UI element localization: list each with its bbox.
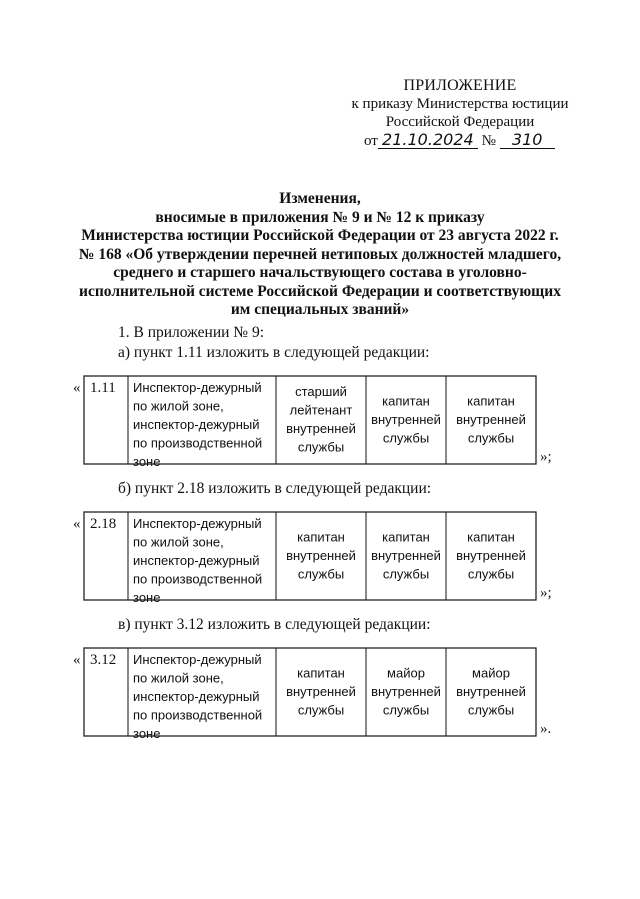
position-text-line: инспектор-дежурный: [133, 689, 260, 704]
open-quote: «: [73, 516, 81, 532]
position-text-line: Инспектор-дежурный: [133, 516, 262, 531]
rank-text-line: службы: [297, 566, 345, 582]
rank-text-line: службы: [382, 702, 430, 718]
rank-text-line: майор: [472, 665, 510, 681]
rank-text-line: капитан: [297, 665, 345, 681]
rank-text-line: службы: [297, 702, 345, 718]
position-text-line: по жилой зоне,: [133, 398, 224, 414]
rank-text-line: службы: [382, 566, 430, 582]
item-number: 1.11: [90, 380, 116, 396]
rank-text-line: капитан: [382, 529, 430, 545]
order-date-number: [364, 132, 564, 150]
title-line: исполнительной системе Российской Федерации и соответствующих: [79, 282, 561, 300]
rank-text-line: службы: [467, 702, 515, 718]
appendix-heading: ПРИЛОЖЕНИЕ: [403, 77, 517, 94]
item-1-heading: 1. В приложении № 9:: [118, 324, 265, 341]
position-text-line: зоне: [133, 726, 161, 741]
rank-text-line: внутренней: [456, 547, 526, 563]
title-line: Министерства юстиции Российской Федерации от 23 августа 2022 г.: [81, 227, 559, 244]
open-quote: «: [73, 380, 81, 396]
rank-text-line: внутренней: [371, 547, 441, 563]
position-text-line: инспектор-дежурный: [133, 417, 260, 432]
number-prefix: №: [481, 133, 496, 149]
title-line: вносимые в приложения № 9 и № 12 к приказу: [155, 208, 485, 226]
item-number: 3.12: [90, 652, 117, 668]
rank-text-line: внутренней: [456, 683, 526, 699]
rank-text-line: капитан: [382, 393, 430, 409]
subitem-b: б) пункт 2.18 изложить в следующей редакции:: [118, 480, 432, 497]
title-line: среднего и старшего начальствующего состава в уголовно-: [113, 264, 527, 281]
rank-text-line: службы: [467, 430, 515, 446]
rank-text-line: внутренней: [456, 411, 526, 427]
close-quote: »;: [540, 585, 552, 601]
table-item-3-12: [70, 647, 570, 741]
order-number-handwritten: 310: [500, 132, 555, 149]
rank-text-line: службы: [382, 430, 430, 446]
rank-text-line: капитан: [297, 529, 345, 545]
rank-text-line: внутренней: [286, 421, 356, 436]
rank-text-line: капитан: [467, 393, 515, 409]
position-text-line: по жилой зоне,: [133, 534, 224, 550]
title-line: № 168 «Об утверждении перечней нетиповых должностей младшего,: [78, 245, 562, 263]
rank-text-line: службы: [467, 566, 515, 582]
position-text-line: по жилой зоне,: [133, 670, 224, 686]
rank-text-line: внутренней: [371, 411, 441, 427]
appendix-line-1: к приказу Министерства юстиции: [351, 96, 569, 112]
position-text-line: Инспектор-дежурный: [133, 652, 262, 667]
position-text-line: зоне: [133, 590, 161, 605]
position-text-line: инспектор-дежурный: [133, 553, 260, 568]
rank-text-line: старший: [295, 384, 347, 399]
rank-text-line: службы: [297, 439, 345, 455]
rank-text-line: лейтенант: [289, 402, 353, 418]
item-number: 2.18: [90, 516, 117, 532]
subitem-c: в) пункт 3.12 изложить в следующей редакции:: [118, 616, 431, 633]
table-item-2-18: [70, 511, 570, 605]
title-line: Изменения,: [279, 190, 361, 207]
position-text-line: Инспектор-дежурный: [133, 380, 262, 395]
table-item-1-11: [70, 375, 570, 469]
rank-text-line: внутренней: [286, 683, 356, 699]
open-quote: «: [73, 652, 81, 668]
position-text-line: по производственной: [133, 707, 263, 723]
rank-text-line: майор: [387, 665, 425, 681]
title-line: им специальных званий»: [230, 301, 410, 318]
order-date-handwritten: 21.10.2024: [378, 132, 478, 149]
document-title: [60, 190, 580, 320]
rank-text-line: внутренней: [286, 547, 356, 563]
appendix-line-2: Российской Федерации: [385, 114, 535, 130]
appendix-block: [340, 77, 580, 131]
subitem-a: а) пункт 1.11 изложить в следующей редакции:: [118, 344, 430, 361]
rank-text-line: капитан: [467, 529, 515, 545]
close-quote: »;: [540, 449, 552, 465]
position-text-line: по производственной: [133, 435, 263, 451]
position-text-line: зоне: [133, 454, 161, 469]
position-text-line: по производственной: [133, 571, 263, 587]
date-prefix: от: [364, 133, 378, 149]
rank-text-line: внутренней: [371, 683, 441, 699]
close-quote: ».: [540, 721, 552, 737]
